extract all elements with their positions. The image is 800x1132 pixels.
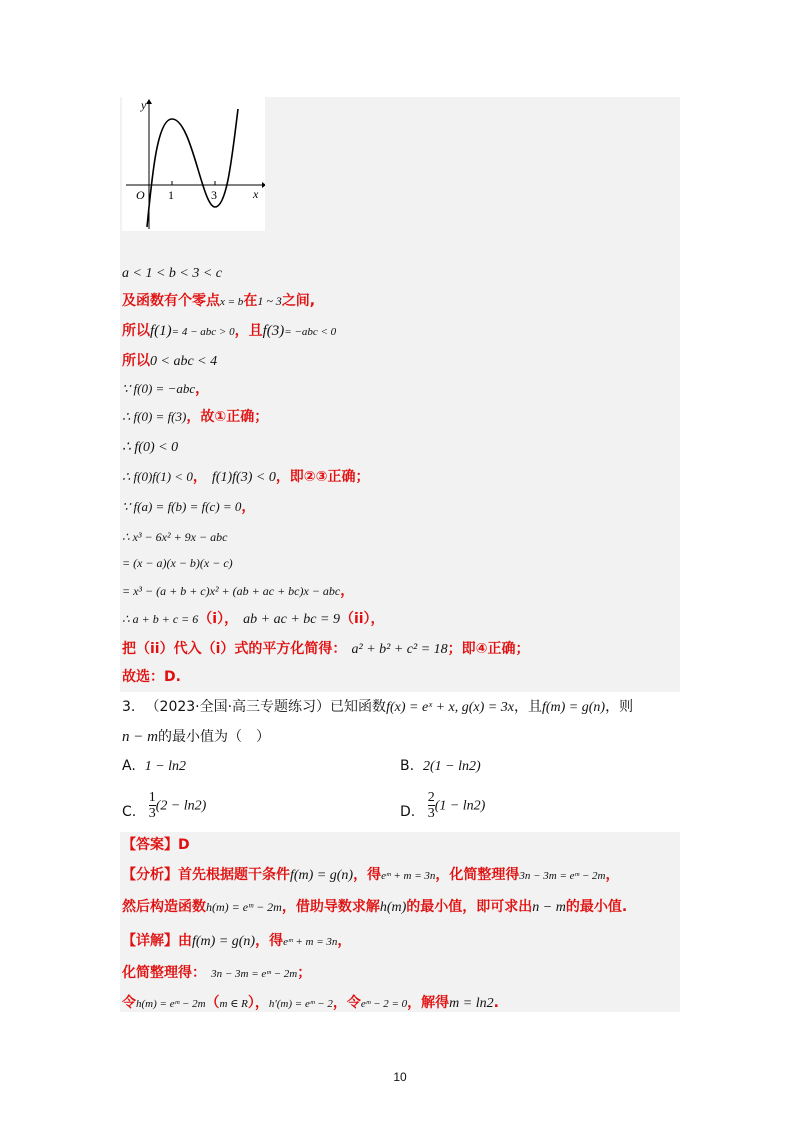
function-graph — [122, 97, 265, 231]
option-a: A. 1 − ln2 — [122, 758, 187, 774]
option-b: B. 2(1 − ln2) — [400, 758, 481, 774]
x-axis-label: x — [253, 187, 259, 201]
option-c: C. $\frac{1}{3}$ (2 − ln2) — [122, 790, 207, 821]
solution-line-7: ∴ f(0) < 0 — [122, 440, 179, 455]
solution-line-3: 所以f(1)= 4 − abc > 0，且f(3)= −abc < 0 — [122, 323, 337, 339]
page-number: 10 — [393, 1070, 407, 1084]
solution-conclusion: 故选：D. — [122, 669, 181, 685]
answer-line: 【答案】D — [122, 837, 190, 853]
detail-line-1: 【详解】由f(m) = g(n)，得eᵐ + m = 3n， — [122, 933, 352, 949]
solution-line-5: ∵ f(0) = −abc， — [122, 381, 210, 397]
option-d: D. $\frac{2}{3}$ (1 − ln2) — [400, 790, 486, 821]
solution-line-6: ∴ f(0) = f(3)，故①正确； — [122, 409, 269, 425]
question-3-line-1: 3. （2023·全国·高三专题练习）已知函数f(x) = eˣ + x, g(x) = 3x，且f(m) = g(n)，则 — [122, 699, 634, 715]
cubic-graph-svg — [122, 97, 265, 231]
solution-line-12: = x³ − (a + b + c)x² + (ab + ac + bc)x − abc， — [122, 583, 355, 599]
solution-line-4: 所以0 < abc < 4 — [122, 353, 218, 369]
solution-line-2: 及函数有个零点x = b在1 ~ 3之间, — [122, 293, 316, 309]
solution-line-8: ∴ f(0)f(1) < 0， f(1)f(3) < 0，即②③正确； — [122, 469, 370, 485]
solution-line-11: = (x − a)(x − b)(x − c) — [122, 556, 233, 570]
analysis-line-2: 然后构造函数h(m) = eᵐ − 2m，借助导数求解h(m)的最小值，即可求出n − m的最小值. — [122, 899, 628, 915]
tick-label-3: 3 — [211, 188, 217, 202]
question-3-line-2: n − m的最小值为（ ） — [122, 729, 270, 745]
solution-line-13: ∴ a + b + c = 6（i）， ab + ac + bc = 9（ii）， — [122, 611, 385, 627]
solution-line-14: 把（ii）代入（i）式的平方化简得： a² + b² + c² = 18；即④正确； — [122, 641, 530, 657]
tick-label-1: 1 — [168, 188, 174, 202]
answer-background — [120, 832, 680, 1012]
y-axis-label: y — [141, 98, 147, 112]
solution-line-9: ∵ f(a) = f(b) = f(c) = 0， — [122, 499, 256, 515]
solution-line-1: a < 1 < b < 3 < c — [122, 266, 223, 281]
analysis-line-1: 【分析】首先根据题干条件f(m) = g(n)，得eᵐ + m = 3n，化简整理得3n − 3m = eᵐ − 2m， — [122, 867, 620, 883]
origin-label: O — [136, 188, 145, 202]
detail-line-3: 令h(m) = eᵐ − 2m（m ∈ R），h′(m) = eᵐ − 2，令eᵐ − 2 = 0，解得m = ln2. — [122, 995, 499, 1011]
solution-line-10: ∴ x³ − 6x² + 9x − abc — [122, 530, 228, 544]
detail-line-2: 化简整理得： 3n − 3m = eᵐ − 2m； — [122, 965, 312, 981]
